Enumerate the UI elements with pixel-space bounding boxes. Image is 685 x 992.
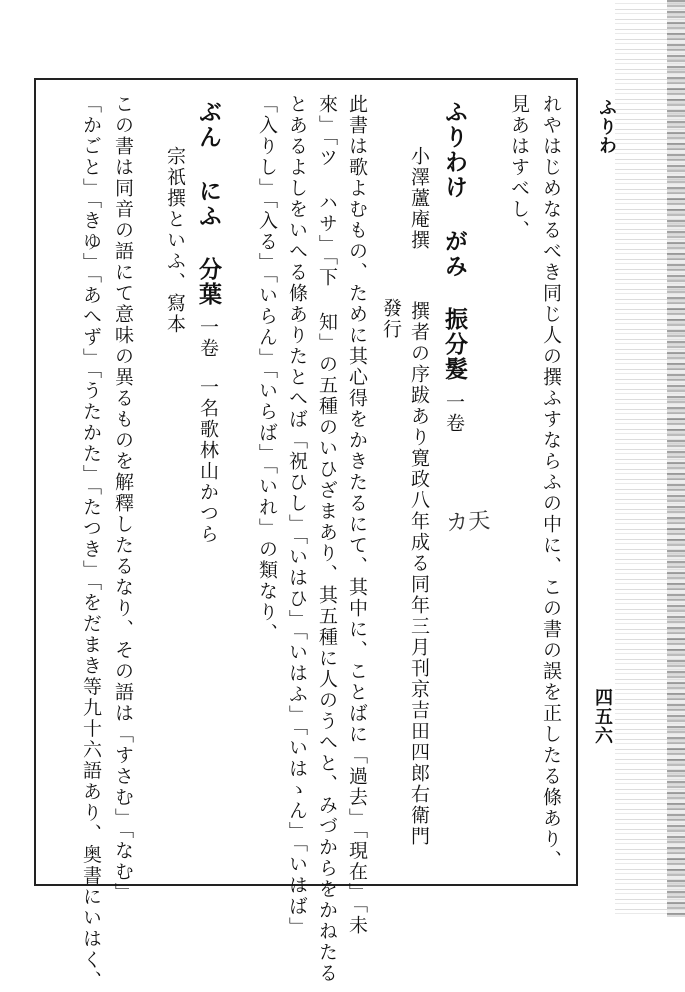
entry-volumes: 一卷: [443, 392, 465, 434]
entry-title: 振分髮: [441, 307, 468, 382]
body-column: 見あはすべし、: [508, 94, 530, 241]
page-scan-edge: [615, 0, 685, 917]
text-frame: [34, 78, 578, 992]
entry-author: 宗祇撰といふ、寫本: [164, 146, 186, 335]
handwritten-mark: カ天: [445, 508, 491, 537]
body-column: とあるよしをいへる條ありたとへば「祝ひし」「いはひ」「いはふ」「いはゝん」「いはば」: [286, 94, 308, 938]
entry-heading: [197, 100, 220, 545]
body-column: 此書は歌よむもの、ために其心得をかきたるにて、其中に、ことばに「過去」「現在」「未: [346, 94, 368, 936]
running-head: ふりわ: [596, 98, 617, 155]
page-number: 四五六: [592, 688, 613, 745]
entry-reading: ふりわけ がみ: [441, 100, 468, 279]
entry-alt-title: 一名歌林山かつら: [197, 377, 219, 545]
entry-title: 分葉: [195, 257, 222, 307]
body-column: れやはじめなるべき同じ人の撰ふすならふの中に、この書の誤を正したる條あり、: [540, 94, 562, 871]
body-column: 「入りし」「入る」「いらん」「いらば」「いれ」の類なり、: [256, 94, 278, 644]
entry-heading: [443, 100, 466, 434]
entry-author: 小澤蘆庵撰撰者の序跋あり寛政八年成る同年三月刊京吉田四郎右衛門: [408, 146, 430, 847]
body-column: 來」「ツ ハサ」「下 知」の五種のいひざまあり、其五種に人のうへと、みづからをかねたる: [316, 94, 338, 984]
body-column: 「かごと」「きゆ」「あへず」「うたかた」「たつき」「をだまき等九十六語あり、奥書にいはく、: [80, 94, 102, 992]
body-column: この書は同音の語にて意味の異るものを解釋したるなり、その語は「すさむ」「なむ」: [112, 94, 134, 904]
entry-reading: ぶん にふ: [195, 100, 222, 229]
entry-volumes: 一卷: [197, 317, 219, 359]
entry-publisher: 發行: [380, 298, 402, 340]
